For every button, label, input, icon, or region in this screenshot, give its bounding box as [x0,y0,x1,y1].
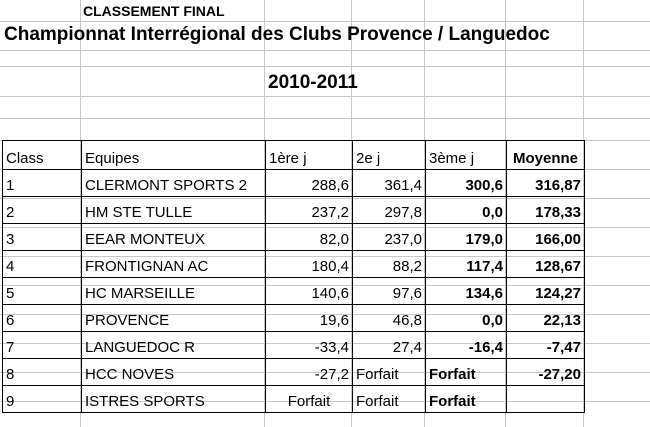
cell-day3[interactable]: 300,6 [426,170,507,197]
cell-day3[interactable]: 134,6 [426,278,507,305]
table-row [3,170,585,197]
cell-average[interactable]: 178,33 [507,197,585,224]
header-day2[interactable]: 2e j [353,141,426,170]
cell-day2[interactable]: 361,4 [353,170,426,197]
header-day3[interactable]: 3ème j [426,141,507,170]
cell-average[interactable]: 128,67 [507,251,585,278]
cell-rank[interactable]: 6 [3,305,82,332]
cell-rank[interactable]: 9 [3,386,82,413]
cell-day2[interactable]: 297,8 [353,197,426,224]
cell-day2[interactable]: 46,8 [353,305,426,332]
table-row [3,278,585,305]
cell-team[interactable]: HM STE TULLE [82,197,266,224]
cell-day2[interactable]: Forfait [353,386,426,413]
cell-day3[interactable]: 117,4 [426,251,507,278]
cell-team[interactable]: ISTRES SPORTS [82,386,266,413]
cell-average[interactable]: 124,27 [507,278,585,305]
season-label: 2010-2011 [268,72,358,93]
cell-day2[interactable]: 97,6 [353,278,426,305]
cell-team[interactable]: PROVENCE [82,305,266,332]
cell-day3[interactable]: 179,0 [426,224,507,251]
cell-rank[interactable]: 5 [3,278,82,305]
championship-title: Championnat Interrégional des Clubs Provence / Languedoc [4,24,550,45]
table-row [3,386,585,413]
cell-rank[interactable]: 8 [3,359,82,386]
cell-day2[interactable]: Forfait [353,359,426,386]
cell-team[interactable]: EEAR MONTEUX [82,224,266,251]
cell-average[interactable]: 316,87 [507,170,585,197]
cell-rank[interactable]: 4 [3,251,82,278]
cell-day2[interactable]: 237,0 [353,224,426,251]
final-ranking-label: CLASSEMENT FINAL [83,3,225,19]
cell-team[interactable]: HC MARSEILLE [82,278,266,305]
cell-day1[interactable]: 237,2 [266,197,353,224]
cell-day3[interactable]: 0,0 [426,197,507,224]
table-row [3,359,585,386]
cell-day1[interactable]: 140,6 [266,278,353,305]
table-row [3,224,585,251]
cell-average[interactable]: -7,47 [507,332,585,359]
cell-team[interactable]: LANGUEDOC R [82,332,266,359]
cell-day3[interactable]: 0,0 [426,305,507,332]
cell-average[interactable]: -27,20 [507,359,585,386]
cell-team[interactable]: HCC NOVES [82,359,266,386]
table-row [3,251,585,278]
cell-day2[interactable]: 27,4 [353,332,426,359]
cell-day3[interactable]: -16,4 [426,332,507,359]
table-header-row [3,141,585,170]
header-class[interactable]: Class [3,141,82,170]
cell-day1[interactable]: 180,4 [266,251,353,278]
cell-day1[interactable]: 19,6 [266,305,353,332]
cell-day1[interactable]: -27,2 [266,359,353,386]
cell-rank[interactable]: 1 [3,170,82,197]
cell-average[interactable]: 166,00 [507,224,585,251]
ranking-table [2,140,585,413]
header-teams[interactable]: Equipes [82,141,266,170]
cell-rank[interactable]: 3 [3,224,82,251]
cell-rank[interactable]: 7 [3,332,82,359]
cell-day1[interactable]: 82,0 [266,224,353,251]
cell-team[interactable]: FRONTIGNAN AC [82,251,266,278]
table-row [3,197,585,224]
cell-day3[interactable]: Forfait [426,386,507,413]
header-day1[interactable]: 1ère j [266,141,353,170]
table-row [3,305,585,332]
header-average[interactable]: Moyenne [507,141,585,170]
cell-day1[interactable]: Forfait [266,386,353,413]
cell-rank[interactable]: 2 [3,197,82,224]
cell-day2[interactable]: 88,2 [353,251,426,278]
table-row [3,332,585,359]
cell-average[interactable] [507,386,585,413]
cell-day3[interactable]: Forfait [426,359,507,386]
cell-day1[interactable]: 288,6 [266,170,353,197]
cell-average[interactable]: 22,13 [507,305,585,332]
cell-day1[interactable]: -33,4 [266,332,353,359]
cell-team[interactable]: CLERMONT SPORTS 2 [82,170,266,197]
